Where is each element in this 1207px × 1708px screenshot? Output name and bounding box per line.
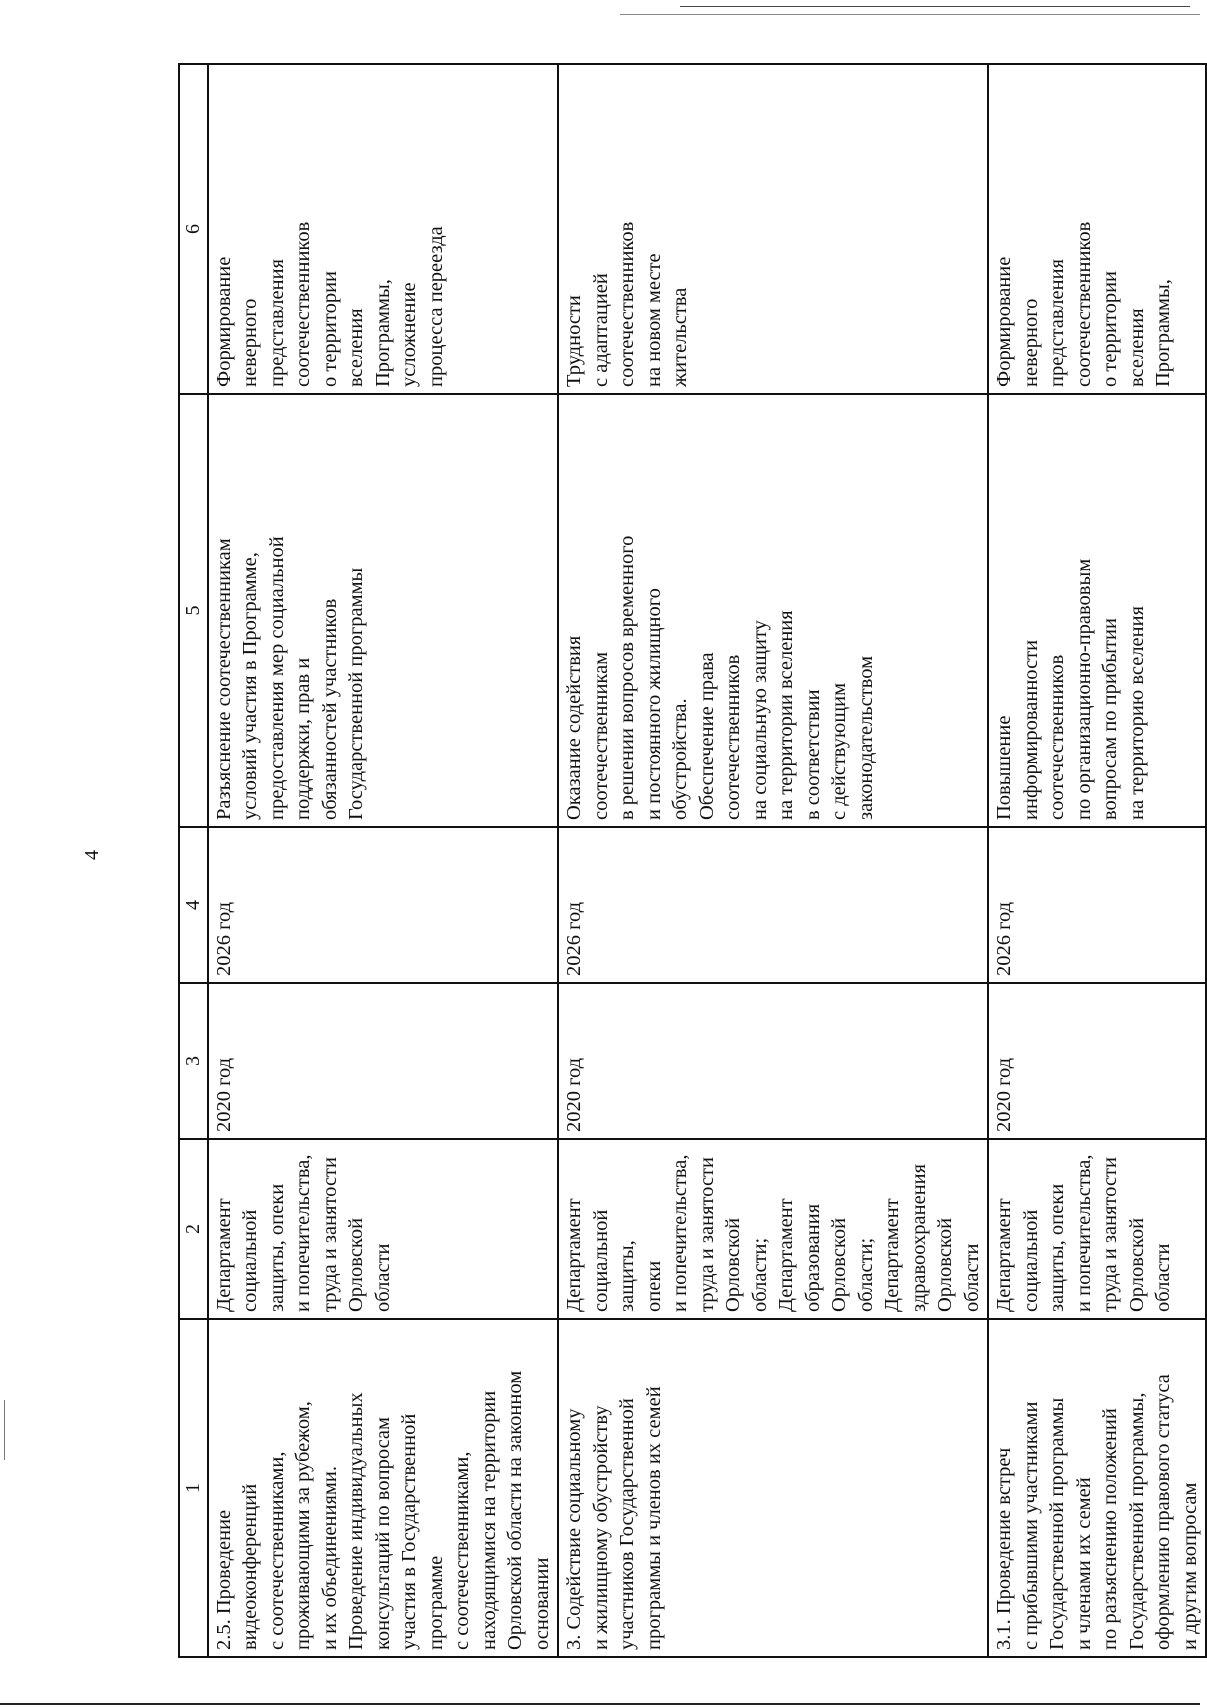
cell-executor	[558, 1139, 988, 1319]
cell-start	[558, 983, 988, 1139]
cell-text: 2020 год	[563, 1057, 585, 1132]
table-landscape-frame	[178, 65, 1201, 1658]
cell-consequence	[558, 64, 988, 394]
table-row	[988, 64, 1206, 1657]
cell-text: Трудности с адаптацией соотечественников на новом месте жительства	[563, 221, 691, 387]
cell-consequence	[208, 64, 559, 394]
scan-edge-line	[0, 1703, 1200, 1705]
scan-edge-line	[680, 6, 1190, 7]
cell-executor	[208, 1139, 559, 1319]
cell-text: Оказание содействия соотечественникам в решении вопросов временного и постоянного жилищного обустройства. Обеспечение права соотечественников на социальную защиту на территории вселения в соответствии с действующим законодательством	[563, 535, 877, 820]
cell-text: 2026 год	[563, 901, 585, 976]
cell-text: Разъяснение соотечественникам условий участия в Программе, предоставления мер социальной поддержки, прав и обязанностей участников Государственной программы	[212, 536, 367, 820]
cell-text: 2026 год	[212, 901, 235, 976]
page-number: 4	[81, 850, 103, 860]
cell-result	[558, 394, 988, 827]
cell-text: 2026 год	[993, 901, 1015, 976]
rotated-table-container	[178, 65, 1201, 1658]
scan-edge-line	[620, 14, 1200, 15]
cell-text: 2020 год	[212, 1057, 235, 1132]
table-row	[208, 64, 559, 1657]
cell-start	[988, 983, 1206, 1139]
column-header-1: 1	[179, 1319, 208, 1657]
cell-text: 2.5. Проведение видеоконференций с соотечественниками, проживающими за рубежом, и их объединениями. Проведение индивидуальных консультаций по вопросам участия в Государственной программе с соотечественниками, находящимися на территории Орловской области на законном основании	[212, 1370, 553, 1650]
cell-result	[988, 394, 1206, 827]
cell-start	[208, 983, 559, 1139]
cell-measure	[558, 1319, 988, 1657]
column-header-5: 5	[179, 394, 208, 827]
program-measures-table	[178, 63, 1207, 1658]
cell-text: Департамент социальной защиты, опеки и попечительства, труда и занятости Орловской области	[212, 1154, 394, 1312]
cell-text: Департамент социальной защиты, опеки и попечительства, труда и занятости Орловской области; Департамент образования Орловской области; Департамент здравоохранения Орловской области	[563, 1154, 983, 1312]
cell-text: 3. Содействие социальному и жилищному обустройству участников Государственной программы и членов их семей	[563, 1386, 665, 1650]
cell-end	[988, 827, 1206, 983]
cell-result	[208, 394, 559, 827]
column-header-6: 6	[179, 64, 208, 394]
cell-measure	[208, 1319, 559, 1657]
cell-text: Повышение информированности соотечественников по организационно-правовым вопросам по прибытии на территорию вселения	[993, 558, 1148, 820]
cell-text: Департамент социальной защиты, опеки и попечительства, труда и занятости Орловской области	[993, 1154, 1174, 1312]
column-header-4: 4	[179, 827, 208, 983]
cell-end	[208, 827, 559, 983]
table-header-row	[179, 64, 208, 1657]
cell-executor	[988, 1139, 1206, 1319]
column-header-2: 2	[179, 1139, 208, 1319]
cell-text: Формирование неверного представления соотечественников о территории вселения Программы,	[993, 221, 1174, 387]
cell-consequence	[988, 64, 1206, 394]
cell-text: Формирование неверного представления соотечественников о территории вселения Программы, усложнение процесса переезда	[212, 221, 447, 387]
cell-end	[558, 827, 988, 983]
scan-edge-line	[4, 1400, 5, 1460]
table-row	[558, 64, 988, 1657]
cell-text: 3.1. Проведение встреч с прибывшими участниками Государственной программы и членами их семей по разъяснению положений Государственной программы, оформлению правового статуса и другим вопросам	[993, 1374, 1201, 1650]
cell-text: 2020 год	[993, 1057, 1015, 1132]
cell-measure	[988, 1319, 1206, 1657]
column-header-3: 3	[179, 983, 208, 1139]
